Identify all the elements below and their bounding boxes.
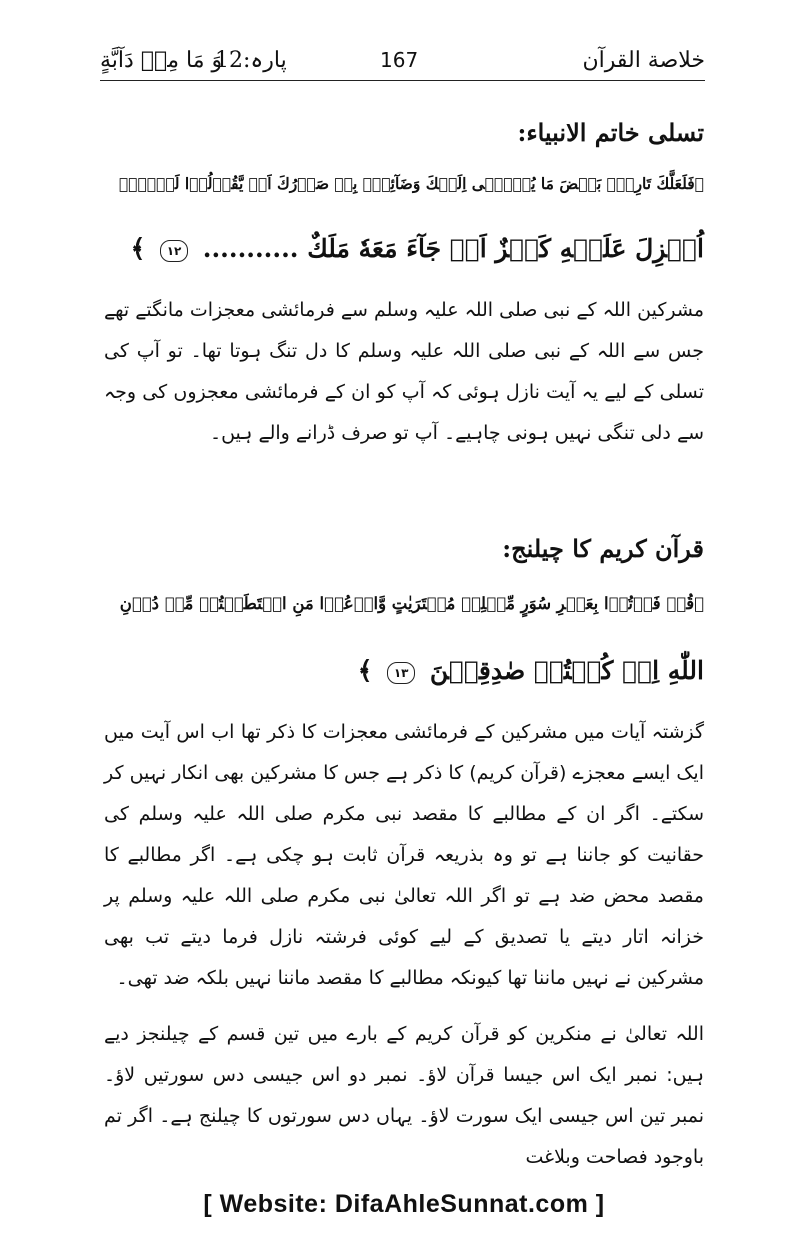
section-heading-consolation: تسلی خاتم الانبیاء: [517, 118, 704, 147]
verse-1-line-2-text: اُنۡزِلَ عَلَيۡهِ كَنۡزٌ اَوۡ جَآءَ مَعَهٗ مَلَكٌ ........... [202, 234, 704, 263]
header-divider [100, 80, 705, 81]
section-heading-challenge: قرآن کریم کا چیلنج: [502, 534, 704, 563]
verse-end-bracket: ﴾ [357, 656, 373, 685]
website-footer: [ Website: DifaAhleSunnat.com ] [203, 1190, 605, 1218]
paragraph-challenge-2: اللہ تعالیٰ نے منکرین کو قرآن کریم کے بارے میں تین قسم کے چیلنجز دیے ہیں: نمبر ایک اس جیسا قرآن لاؤ۔ نمبر دو اس جیسی دس سورتیں لاؤ۔ نمبر تین اس جیسی ایک سورت لاؤ۔ یہاں دس سورتوں کا چیلنج ہے۔ اگر تم باوجود فصاحت وبلاغت [104, 1023, 704, 1168]
verse-end-bracket: ﴾ [130, 234, 146, 263]
paragraph-consolation: مشرکین اللہ کے نبی صلی اللہ علیہ وسلم سے فرمائشی معجزات مانگتے تھے جس سے اللہ کے نبی صلی اللہ علیہ وسلم کا دل تنگ ہوتا تھا۔ تو آپ کی تسلی کے لیے یہ آیت نازل ہوئی کہ آپ کو ان کے فرمائشی معجزوں کی وجہ سے دلی تنگی نہیں ہونی چاہیے۔ آپ تو صرف ڈرانے والے ہیں۔ [104, 299, 704, 444]
book-title: خلاصة القرآن [582, 48, 705, 73]
surah-start: وَ مَا مِنۡ دَآبَّةٍ [100, 48, 223, 73]
ayah-number-marker: ١٣ [387, 662, 415, 684]
verse-1-line-2 [131, 234, 704, 263]
verse-2-line-2 [358, 656, 704, 685]
page-header [100, 38, 705, 78]
verse-2-line-1: ﴿قُلۡ فَاۡتُوۡا بِعَشۡرِ سُوَرٍ مِّثۡلِهٖ مُفۡتَرَيٰتٍ وَّادۡعُوۡا مَنِ اسۡتَطَعۡتُمۡ مِّنۡ دُوۡنِ [119, 594, 704, 613]
verse-2-line-2-text: اللّٰهِ اِنۡ كُنۡتُمۡ صٰدِقِيۡنَ [429, 656, 704, 685]
para-label: پارہ:12 [215, 48, 287, 73]
paragraph-challenge-1: گزشتہ آیات میں مشرکین کے فرمائشی معجزات کا ذکر تھا اب اس آیت میں ایک ایسے معجزے (قرآن کریم) کا ذکر ہے جس کا مشرکین بھی انکار نہیں کر سکتے۔ اگر ان کے مطالبے کا مقصد نبی مکرم صلی اللہ علیہ وسلم کی حقانیت کو جاننا ہے تو وہ بذریعہ قرآن ثابت ہو چکی ہے۔ اگر مطالبے کا مقصد محض ضد ہے تو اگر اللہ تعالیٰ نبی مکرم صلی اللہ علیہ وسلم پر خزانہ اتار دیتے یا تصدیق کے لیے کوئی فرشتہ نازل فرما دیتے تب بھی مشرکین نے نہیں ماننا تھا کیونکہ مطالبے کا مقصد ماننا نہیں بلکہ ضد تھی۔ [104, 721, 704, 989]
verse-1-line-1: ﴿فَلَعَلَّكَ تَارِكٌۢ بَعۡضَ مَا يُوۡحٰۤى اِلَيۡكَ وَضَآئِقٌۢ بِهٖ صَدۡرُكَ اَنۡ يَّقُوۡلُوۡا لَوۡلَاۤ [118, 174, 704, 193]
page-number: 167 [380, 48, 419, 72]
ayah-number-marker: ١٢ [160, 240, 188, 262]
